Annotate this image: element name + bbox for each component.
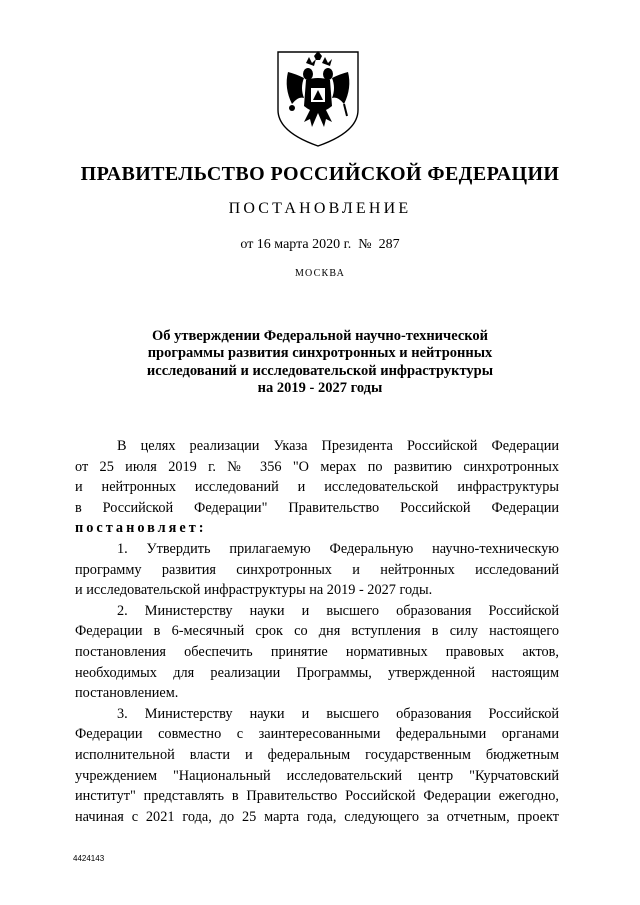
item-1-line: и исследовательской инфраструктуры на 2019 - 2027 годы.: [75, 582, 433, 599]
item-1-line: программу развития синхротронных и нейтронных исследований: [75, 561, 559, 578]
document-body: [75, 436, 559, 827]
preamble-line: и нейтронных исследований и исследовательской инфраструктуры: [75, 479, 559, 496]
item-3-line: учреждением "Национальный исследовательский центр "Курчатовский: [75, 767, 559, 784]
resolves-word: постановляет:: [75, 520, 207, 537]
item-2-line: Федерации в 6-месячный срок со дня вступления в силу настоящего: [75, 623, 559, 640]
subject-line: на 2019 - 2027 годы: [257, 379, 383, 396]
subject-line: программы развития синхротронных и нейтронных: [147, 345, 493, 362]
item-3-line: начиная с 2021 года, до 25 марта года, следующего за отчетным, проект: [75, 808, 559, 825]
government-title: ПРАВИТЕЛЬСТВО РОССИЙСКОЙ ФЕДЕРАЦИИ: [80, 163, 560, 185]
item-2-line: постановлением.: [75, 685, 179, 702]
document-date-number: от 16 марта 2020 г. № 287: [240, 237, 400, 252]
item-3-line: институт" представлять в Правительство Российской Федерации ежегодно,: [75, 788, 559, 805]
coat-of-arms-emblem: [270, 48, 366, 148]
document-code: 4424143: [73, 854, 105, 863]
item-3-line: исполнительной власти и федеральным государственным бюджетным: [75, 746, 559, 763]
subject-line: Об утверждении Федеральной научно-технической: [151, 328, 489, 344]
preamble-line: в Российской Федерации" Правительство Российской Федерации: [75, 499, 559, 516]
document-type: ПОСТАНОВЛЕНИЕ: [228, 200, 412, 217]
item-1-line: 1. Утвердить прилагаемую Федеральную научно-техническую: [117, 540, 559, 557]
item-2-line: необходимых для реализации Программы, утвержденной настоящим: [75, 664, 559, 681]
item-3-line: 3. Министерству науки и высшего образования Российской: [117, 705, 559, 722]
document-subject: [100, 328, 540, 397]
preamble-line: В целях реализации Указа Президента Российской Федерации: [117, 438, 559, 454]
item-2-line: постановления обеспечить принятие нормативных правовых актов,: [75, 643, 559, 660]
city-name: МОСКВА: [294, 268, 346, 279]
preamble-line: от 25 июля 2019 г. № 356 "О мерах по развитию синхротронных: [75, 458, 559, 475]
item-2-line: 2. Министерству науки и высшего образования Российской: [117, 602, 559, 619]
subject-line: исследований и исследовательской инфраструктуры: [146, 362, 494, 379]
item-3-line: Федерации совместно с заинтересованными федеральными органами: [75, 726, 559, 743]
